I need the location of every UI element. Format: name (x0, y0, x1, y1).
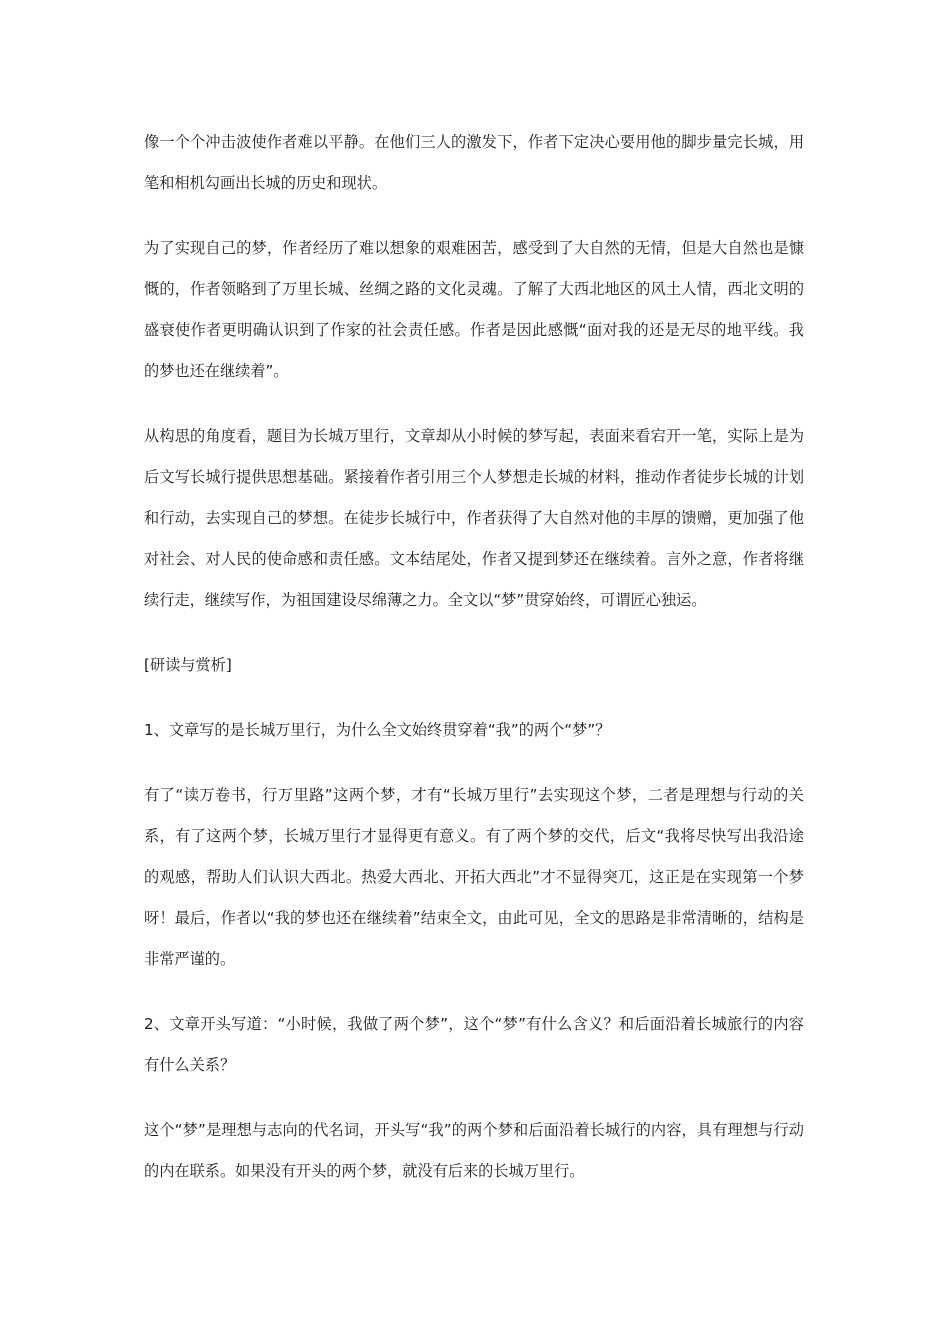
paragraph-dream-realization: 为了实现自己的梦，作者经历了难以想象的艰难困苦，感受到了大自然的无情，但是大自然也是慷慨的，作者领略到了万里长城、丝绸之路的文化灵魂。了解了大西北地区的风土人情，西北文明的盛衰使作者更明确认识到了作家的社会责任感。作者是因此感慨“面对我的还是无尽的地平线。我的梦也还在继续着”。 (144, 239, 804, 380)
answer-1: 有了“读万卷书，行万里路”这两个梦，才有“长城万里行”去实现这个梦，二者是理想与行动的关系，有了这两个梦，长城万里行才显得更有意义。有了两个梦的交代，后文“我将尽快写出我沿途的观感，帮助人们认识大西北。热爱大西北、开拓大西北”才不显得突兀，这正是在实现第一个梦呀！最后，作者以“我的梦也还在继续着”结束全文，由此可见，全文的思路是非常清晰的，结构是非常严谨的。 (144, 786, 804, 968)
question-2: 2、文章开头写道：“小时候，我做了两个梦”，这个“梦”有什么含义？和后面沿着长城旅行的内容有什么关系？ (144, 1015, 804, 1074)
document-page (144, 122, 804, 1216)
section-heading-study: [研读与赏析] (144, 656, 232, 674)
paragraph-continuation: 像一个个冲击波使作者难以平静。在他们三人的激发下，作者下定决心要用他的脚步量完长城，用笔和相机勾画出长城的历史和现状。 (144, 133, 804, 192)
question-1: 1、文章写的是长城万里行，为什么全文始终贯穿着“我”的两个“梦”？ (144, 721, 611, 739)
paragraph-structure-analysis: 从构思的角度看，题目为长城万里行，文章却从小时候的梦写起，表面来看宕开一笔，实际上是为后文写长城行提供思想基础。紧接着作者引用三个人梦想走长城的材料，推动作者徒步长城的计划和行动，去实现自己的梦想。在徒步长城行中，作者获得了大自然对他的丰厚的馈赠，更加强了他对社会、对人民的使命感和责任感。文本结尾处，作者又提到梦还在继续着。言外之意，作者将继续行走，继续写作，为祖国建设尽绵薄之力。全文以“梦”贯穿始终，可谓匠心独运。 (144, 427, 804, 609)
answer-2: 这个“梦”是理想与志向的代名词，开头写“我”的两个梦和后面沿着长城行的内容，具有理想与行动的内在联系。如果没有开头的两个梦，就没有后来的长城万里行。 (144, 1121, 804, 1180)
